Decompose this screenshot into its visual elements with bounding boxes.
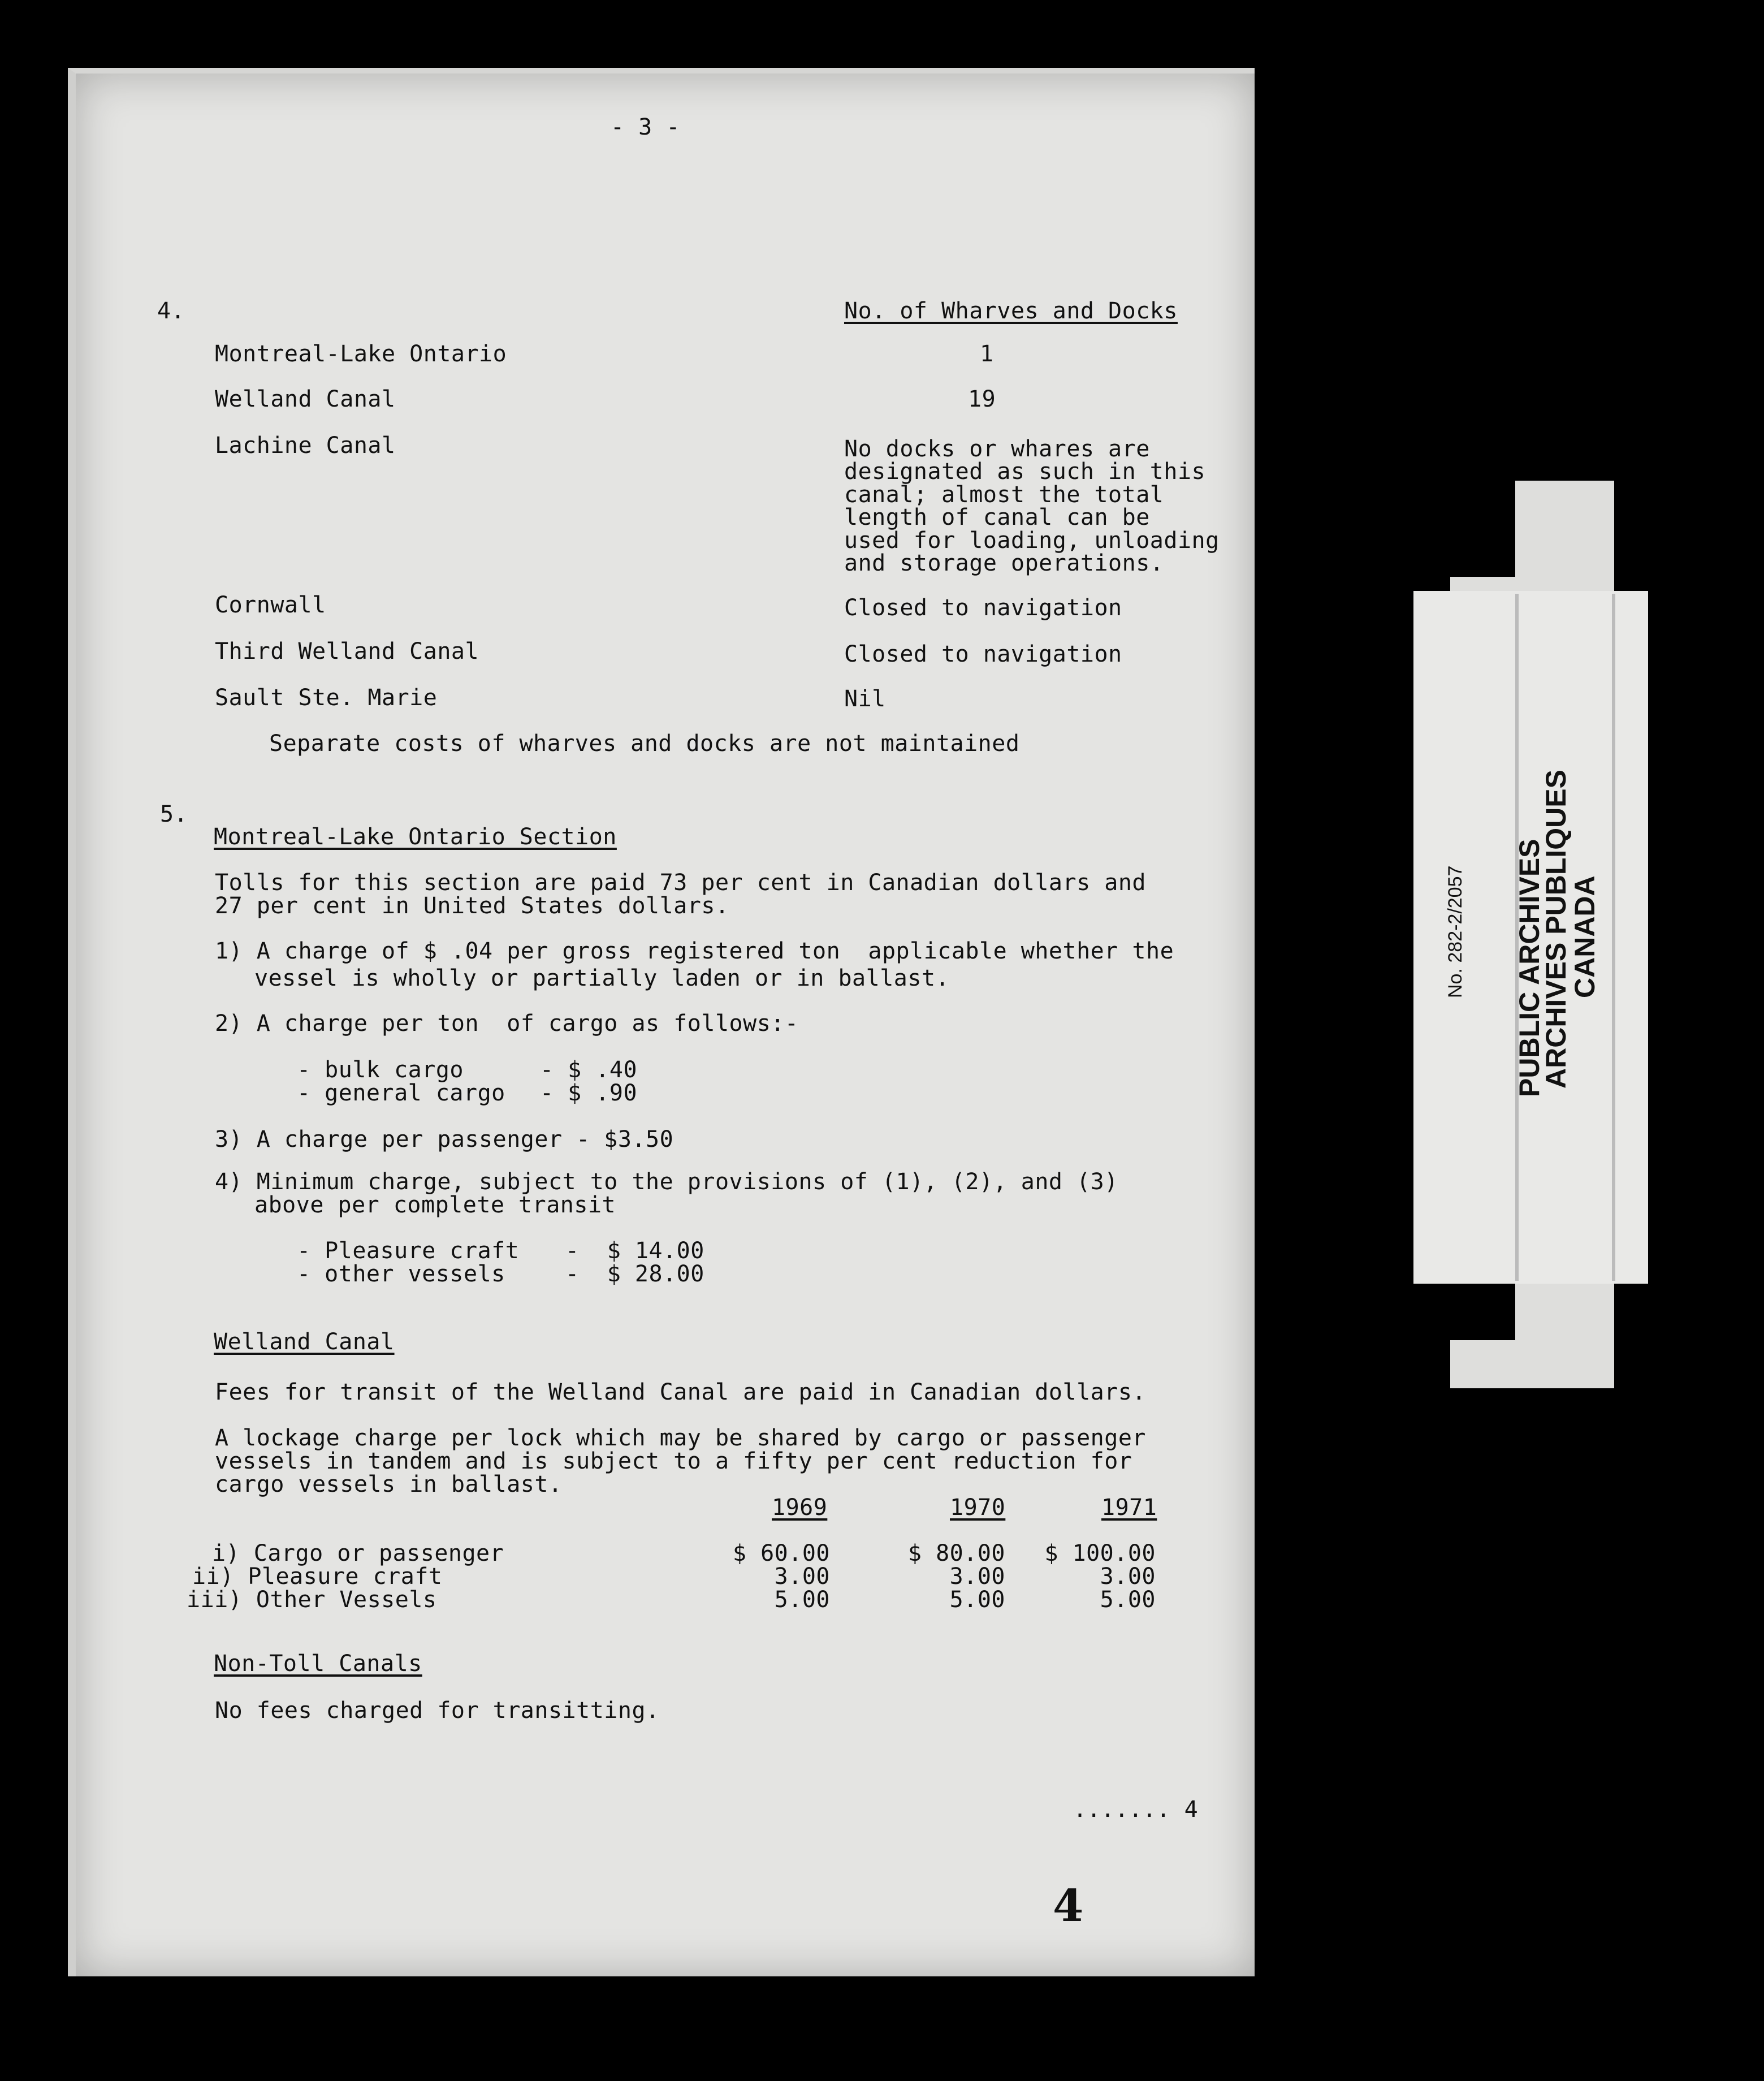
row-value: 1 [980, 341, 994, 367]
row-name: Lachine Canal [215, 433, 396, 459]
row-value: 19 [968, 386, 996, 412]
continuation-marker: ....... 4 [1073, 1797, 1199, 1823]
montreal-intro-line: 27 per cent in United States dollars. [215, 893, 729, 919]
row-value: Closed to navigation [844, 595, 1122, 621]
bulk-cargo-label: - bulk cargo [297, 1057, 464, 1083]
wharves-column-header: No. of Wharves and Docks [844, 298, 1178, 324]
archive-line-2: ARCHIVES PUBLIQUES [1540, 770, 1572, 1089]
charge-item-4-cont: above per complete transit [254, 1192, 616, 1218]
table-cell: 5.00 [949, 1587, 1005, 1613]
row-name: Third Welland Canal [215, 638, 479, 664]
section-5-number: 5. [160, 801, 188, 827]
label-notch [1450, 1284, 1515, 1340]
label-notch [1450, 481, 1515, 577]
other-vessels-value: - $ 28.00 [565, 1261, 704, 1287]
charge-item-4: 4) Minimum charge, subject to the provisions of (1), (2), and (3) [215, 1169, 1118, 1195]
bulk-cargo-value: - $ .40 [540, 1057, 638, 1083]
section-4-number: 4. [157, 298, 185, 324]
table-cell: 3.00 [949, 1564, 1005, 1590]
year-header: 1971 [1101, 1495, 1157, 1521]
table-cell: $ 60.00 [732, 1540, 830, 1566]
archive-line-1: PUBLIC ARCHIVES [1514, 839, 1545, 1097]
section-4-note: Separate costs of wharves and docks are not maintained [269, 731, 1020, 757]
nontoll-heading: Non-Toll Canals [214, 1651, 422, 1677]
pleasure-craft-value: - $ 14.00 [565, 1238, 704, 1264]
general-cargo-value: - $ .90 [540, 1080, 638, 1106]
charge-item-1: 1) A charge of $ .04 per gross registered ton applicable whether the [215, 938, 1174, 964]
year-header: 1970 [950, 1495, 1006, 1521]
table-cell: 3.00 [774, 1564, 830, 1590]
table-row-label: i) Cargo or passenger [212, 1540, 504, 1566]
charge-item-2: 2) A charge per ton of cargo as follows:- [215, 1011, 799, 1037]
page-number: - 3 - [611, 114, 680, 140]
row-name: Welland Canal [215, 386, 396, 412]
charge-item-1-cont: vessel is wholly or partially laden or in ballast. [254, 965, 950, 991]
row-value: Closed to navigation [844, 641, 1122, 667]
montreal-intro-line: Tolls for this section are paid 73 per cent in Canadian dollars and [215, 870, 1146, 896]
general-cargo-label: - general cargo [297, 1080, 505, 1106]
handwritten-page-number: 4 [1053, 1880, 1084, 1932]
other-vessels-label: - other vessels [297, 1261, 505, 1287]
table-row-label: iii) Other Vessels [187, 1587, 437, 1613]
row-value: Nil [844, 686, 886, 712]
lockage-line: cargo vessels in ballast. [215, 1471, 563, 1497]
row-name: Cornwall [215, 592, 326, 618]
charge-item-3: 3) A charge per passenger - $3.50 [215, 1126, 674, 1152]
table-cell: $ 100.00 [1044, 1540, 1156, 1566]
row-name: Montreal-Lake Ontario [215, 341, 507, 367]
archive-reference: No. 282-2/2057 [1445, 865, 1466, 998]
welland-heading: Welland Canal [214, 1329, 395, 1355]
archive-line-3: CANADA [1569, 875, 1601, 998]
table-cell: 5.00 [774, 1587, 830, 1613]
table-cell: 3.00 [1100, 1564, 1156, 1590]
row-name: Sault Ste. Marie [215, 685, 438, 711]
pleasure-craft-label: - Pleasure craft [297, 1238, 520, 1264]
montreal-heading: Montreal-Lake Ontario Section [214, 824, 617, 850]
nontoll-text: No fees charged for transitting. [215, 1698, 660, 1724]
table-cell: 5.00 [1100, 1587, 1156, 1613]
welland-fees-text: Fees for transit of the Welland Canal are paid in Canadian dollars. [215, 1379, 1146, 1405]
table-row-label: ii) Pleasure craft [192, 1564, 443, 1590]
lockage-line: A lockage charge per lock which may be shared by cargo or passenger [215, 1425, 1146, 1451]
lockage-line: vessels in tandem and is subject to a fifty per cent reduction for [215, 1448, 1132, 1474]
year-header: 1969 [772, 1495, 828, 1521]
table-cell: $ 80.00 [907, 1540, 1005, 1566]
